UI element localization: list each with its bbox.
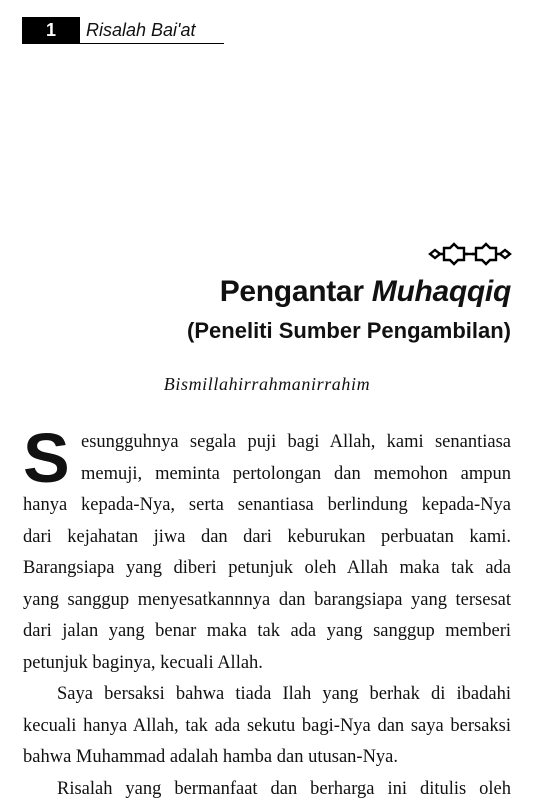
title-italic: Muhaqqiq [372,275,511,308]
text-line: yang sanggup menyesatkannnya dan barangsiapa yang tersesat [23,585,511,617]
body-text [23,427,511,805]
text-line: kecuali hanya Allah, tak ada sekutu bagi-Nya dan saya bersaksi [23,711,511,743]
running-title: Risalah Bai'at [80,18,224,44]
text-line: Risalah yang bermanfaat dan berharga ini ditulis oleh [23,774,511,805]
star-ornament-icon [428,241,512,267]
text-line: Saya bersaksi bahwa tiada Ilah yang berhak di ibadahi [23,679,511,711]
drop-cap: S [23,425,70,491]
text-line: Barangsiapa yang diberi petunjuk oleh Allah maka tak ada [23,553,511,585]
running-header [22,14,224,44]
chapter-title [220,274,511,310]
text-line: dari kejahatan jiwa dan dari keburukan perbuatan kami. [23,522,511,554]
paragraph [23,679,511,774]
text-line: dari jalan yang benar maka tak ada yang sanggup memberi [23,616,511,648]
basmala: Bismillahirrahmanirrahim [0,374,534,395]
page-number: 1 [22,17,80,44]
text-line: esungguhnya segala puji bagi Allah, kami senantiasa [23,427,511,459]
chapter-subtitle: (Peneliti Sumber Pengambilan) [187,317,511,345]
paragraph [23,774,511,805]
title-main: Pengantar [220,275,364,308]
text-line: hanya kepada-Nya, serta senantiasa berlindung kepada-Nya [23,490,511,522]
paragraph [23,427,511,679]
text-line: memuji, meminta pertolongan dan memohon ampun [23,459,511,491]
text-line: bahwa Muhammad adalah hamba dan utusan-Nya. [23,742,511,774]
text-line: petunjuk baginya, kecuali Allah. [23,648,511,680]
